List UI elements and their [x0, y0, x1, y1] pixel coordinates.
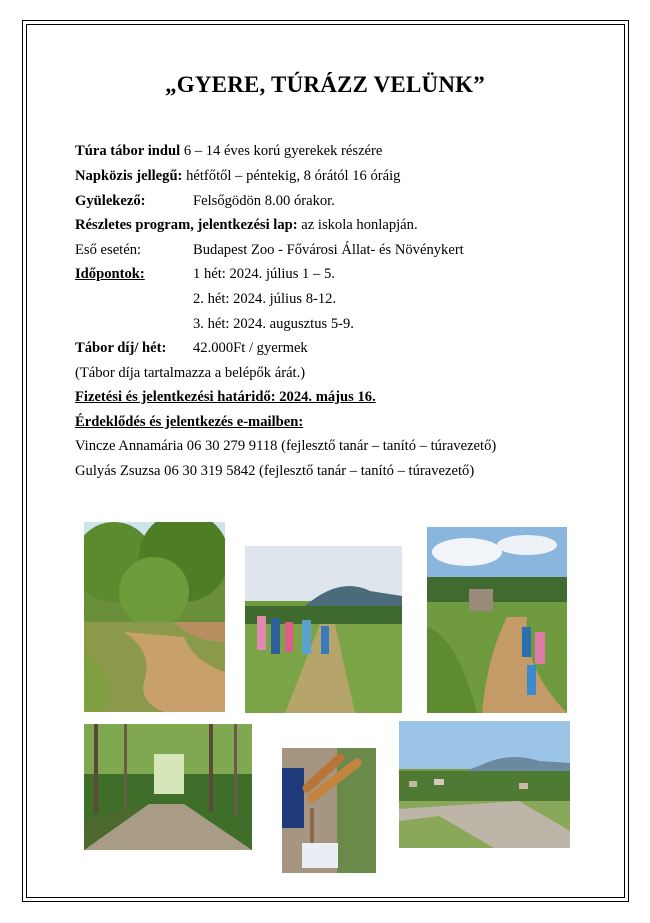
- contact-heading: Érdeklődés és jelentkezés e-mailben:: [75, 414, 304, 430]
- row-day-camp-label: Napközis jellegű:: [75, 168, 183, 184]
- row-tour-start: [75, 142, 382, 160]
- row-fee-text: 42.000Ft / gyermek: [193, 340, 308, 356]
- row-week-2: 2. hét: 2024. július 8-12.: [193, 291, 337, 307]
- photo-forest-path: [84, 724, 252, 850]
- dates-label: Időpontok:: [75, 266, 145, 282]
- row-deadline: [75, 388, 376, 406]
- row-meeting-text: Felsőgödön 8.00 órakor.: [193, 193, 335, 209]
- row-week-3: 3. hét: 2024. augusztus 5-9.: [193, 316, 354, 332]
- row-dates-label: [75, 265, 145, 283]
- row-contact-1: Vincze Annamária 06 30 279 9118 (fejlesztő tanár – tanító – túravezető): [75, 438, 497, 454]
- photo-walking-sticks: [282, 748, 376, 873]
- photo-forest-stream: [84, 522, 225, 712]
- row-rain-text: Budapest Zoo - Fővárosi Állat- és Növénykert: [193, 242, 464, 258]
- deadline-text: Fizetési és jelentkezési határidő: 2024. május 16.: [75, 389, 376, 405]
- photo-children-trail-ruins: [427, 527, 567, 713]
- row-contact-heading: [75, 413, 303, 431]
- photo-town-view: [399, 721, 570, 848]
- row-rain-label: Eső esetén:: [75, 242, 142, 258]
- row-meeting-label: [75, 192, 146, 210]
- flyer-title: „GYERE, TÚRÁZZ VELÜNK”: [165, 72, 485, 97]
- row-fee-note: (Tábor díja tartalmazza a belépők árát.): [75, 365, 306, 381]
- row-tour-start-text: 6 – 14 éves korú gyerekek részére: [180, 143, 383, 159]
- fee-label: Tábor díj/ hét:: [75, 340, 167, 356]
- meeting-label: Gyülekező:: [75, 193, 146, 209]
- row-program-label: Részletes program, jelentkezési lap:: [75, 217, 298, 233]
- row-program-text: az iskola honlapján.: [297, 217, 418, 233]
- row-day-camp: [75, 167, 400, 185]
- row-day-camp-text: hétfőtől – péntekig, 8 órától 16 óráig: [182, 168, 401, 184]
- row-tour-start-label: Túra tábor indul: [75, 143, 181, 159]
- row-fee-label: [75, 339, 166, 357]
- row-week-1: 1 hét: 2024. július 1 – 5.: [193, 266, 335, 282]
- row-contact-2: Gulyás Zsuzsa 06 30 319 5842 (fejlesztő tanár – tanító – túravezető): [75, 463, 475, 479]
- photo-children-hiking-field: [245, 546, 402, 713]
- row-program: [75, 216, 418, 234]
